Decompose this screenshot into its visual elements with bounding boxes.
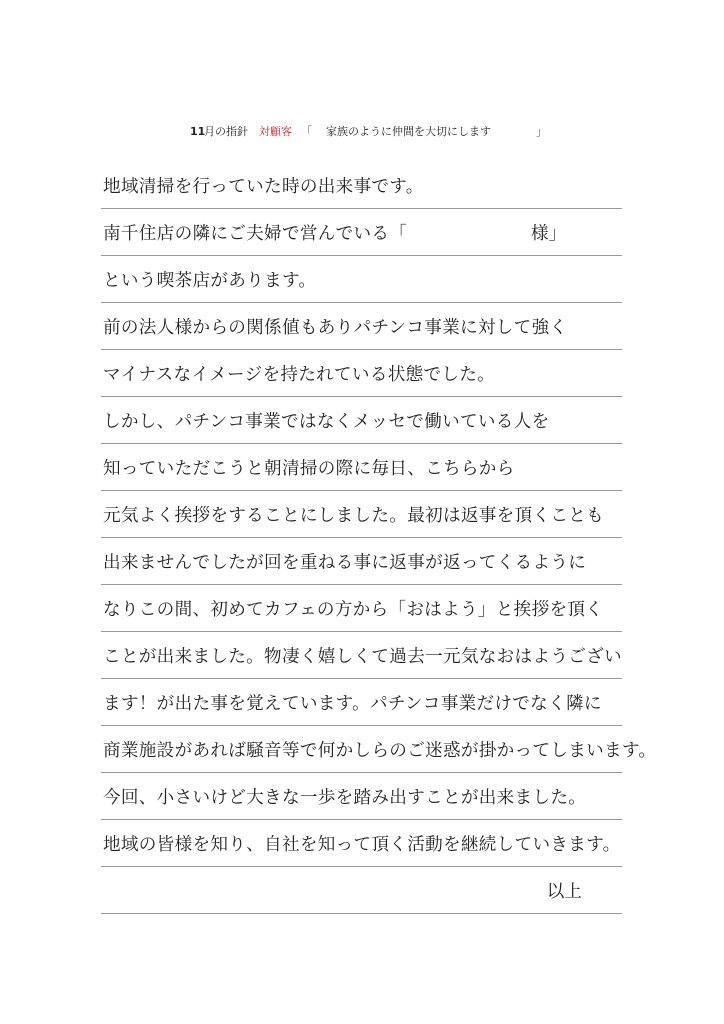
month-number: 11	[190, 125, 206, 138]
text-line	[101, 256, 622, 303]
motto-text: 家族のように仲間を大切にします	[326, 125, 491, 138]
line-text: マイナスなイメージを持たれている状態でした。	[103, 365, 496, 385]
open-quote: 「	[301, 125, 312, 138]
line-text: という喫茶店があります。	[103, 271, 317, 291]
page-header	[0, 124, 724, 140]
line-text: 商業施設があれば騒音等で何かしらのご迷惑が掛かってしまいます。	[103, 741, 657, 761]
line-text: しかし、パチンコ事業ではなくメッセで働いている人を	[103, 412, 550, 432]
line-text-suffix: 様」	[531, 224, 567, 244]
line-text: ことが出来ました。物凄く嬉しくて過去一元気なおはようござい	[103, 647, 622, 667]
text-line	[101, 350, 622, 397]
month-guideline-label: 月の指針	[204, 125, 248, 138]
line-text: 知っていただこうと朝清掃の際に毎日、こちらから	[103, 459, 515, 479]
text-line	[101, 867, 622, 914]
line-text: 出来ませんでしたが回を重ねる事に返事が返ってくるように	[103, 553, 587, 573]
line-text: なりこの間、初めてカフェの方から「おはよう」と挨拶を頂く	[103, 600, 604, 620]
ruled-text-area	[101, 162, 657, 914]
line-text: 南千住店の隣にご夫婦で営んでいる「	[103, 224, 408, 244]
text-line	[101, 538, 622, 585]
line-text: ます！が出た事を覚えています。パチンコ事業だけでなく隣に	[103, 694, 602, 714]
line-text: 地域清掃を行っていた時の出来事です。	[103, 177, 424, 197]
text-line	[101, 303, 622, 350]
text-line	[101, 209, 622, 256]
line-text: 今回、小さいけど大きな一歩を踏み出すことが出来ました。	[103, 788, 587, 808]
text-line	[101, 679, 622, 726]
text-line	[101, 585, 622, 632]
text-line	[101, 773, 622, 820]
text-line	[101, 162, 622, 209]
line-text: 地域の皆様を知り、自社を知って頂く活動を継続していきます。	[103, 835, 621, 855]
close-quote: 」	[536, 125, 547, 138]
text-line	[101, 444, 622, 491]
line-text: 前の法人様からの関係値もありパチンコ事業に対して強く	[103, 318, 568, 338]
text-line	[101, 632, 622, 679]
text-line	[101, 491, 622, 538]
category-label: 対顧客	[259, 125, 292, 138]
text-line	[101, 820, 622, 867]
text-line	[101, 397, 622, 444]
text-line	[101, 726, 657, 773]
closing-text: 以上	[546, 882, 582, 902]
line-text: 元気よく挨拶をすることにしました。最初は返事を頂くことも	[103, 506, 605, 526]
